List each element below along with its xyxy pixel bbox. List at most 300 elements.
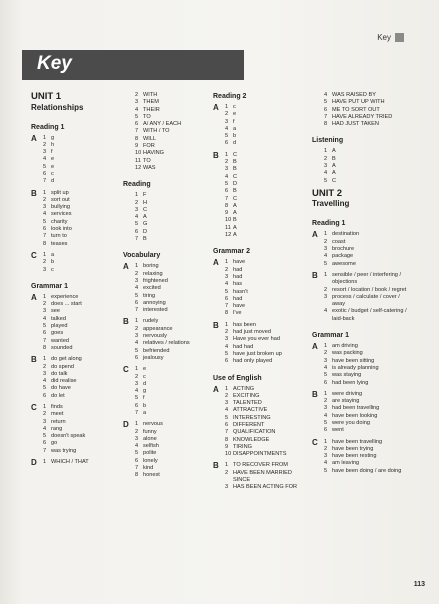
- answer-number: 10: [135, 150, 142, 157]
- answer-number: 2: [135, 92, 139, 98]
- answer-item: [324, 391, 412, 398]
- answer-item: [43, 301, 121, 308]
- answer-number: 2: [43, 411, 47, 418]
- answer-number: 1: [43, 356, 47, 363]
- answer-text: return: [51, 418, 66, 425]
- answer-number: 4: [324, 170, 328, 177]
- answer-text: had: [233, 295, 243, 302]
- exercise-letter: A: [213, 384, 219, 394]
- answer-text: a: [51, 251, 55, 258]
- answer-number: 5: [135, 221, 139, 228]
- answer-item: [43, 411, 121, 418]
- key-tab-square-icon: [395, 33, 404, 42]
- answer-number: 5: [324, 260, 328, 267]
- answer-text: WAS RAISED BY: [332, 92, 376, 98]
- answer-number: 8: [135, 135, 139, 142]
- answer-item: [225, 386, 305, 393]
- answer-number: 4: [225, 281, 229, 288]
- answer-item: [135, 214, 208, 221]
- answer-text: brochure: [332, 246, 355, 253]
- answer-item: [324, 148, 412, 155]
- answer-text: have been doing / are doing: [332, 467, 402, 474]
- exercise-letter: B: [213, 150, 219, 160]
- answer-text: d: [233, 140, 237, 147]
- answer-number: 8: [225, 436, 229, 443]
- answer-text: had been travelling: [332, 405, 380, 412]
- answer-number: 2: [43, 301, 47, 308]
- answer-number: 1: [225, 385, 229, 392]
- answer-number: 2: [225, 266, 229, 273]
- section-heading: Use of English: [213, 374, 262, 382]
- answer-number: 1: [324, 343, 328, 350]
- answer-number: 1: [324, 148, 328, 155]
- answer-item: [135, 263, 208, 270]
- exercise-block: [213, 322, 305, 366]
- answer-number: 2: [135, 428, 139, 435]
- answer-number: 6: [225, 188, 229, 195]
- answer-item: [135, 307, 208, 314]
- answer-text: e: [233, 111, 237, 118]
- answer-text: c: [143, 373, 146, 380]
- answer-item: [43, 459, 121, 466]
- exercise-letter: C: [31, 403, 37, 412]
- answer-number: 7: [324, 113, 328, 120]
- answer-number: 4: [324, 460, 328, 467]
- answer-text: A/ ANY / EACH: [143, 121, 182, 128]
- answer-item: [43, 440, 121, 447]
- answer-text: sensible / peer / interfering / objections: [332, 271, 402, 286]
- exercise-block: [31, 294, 121, 352]
- answer-item: [135, 443, 208, 450]
- answer-number: 6: [43, 170, 47, 177]
- answer-number: 6: [135, 121, 139, 128]
- answer-text: meet: [51, 411, 64, 418]
- answer-item: [225, 437, 305, 444]
- answer-number: 2: [135, 325, 139, 332]
- answer-item: [135, 200, 208, 207]
- answer-number: 4: [324, 364, 328, 371]
- answer-item: [324, 239, 412, 246]
- answer-item: [135, 293, 208, 300]
- answer-number: 5: [324, 467, 328, 474]
- answer-text: TALENTED: [233, 400, 262, 407]
- answer-item: [43, 294, 121, 301]
- answer-text: a: [233, 125, 237, 132]
- answer-text: WITH / TO: [143, 128, 170, 135]
- answer-number: 1: [324, 438, 328, 445]
- exercise-letter: A: [213, 258, 219, 268]
- answer-text: have been trying: [332, 445, 374, 452]
- answer-item: [324, 156, 412, 163]
- answer-number: 1: [135, 192, 139, 199]
- answer-item: [324, 92, 412, 99]
- answer-number: 5: [135, 450, 139, 457]
- answer-item: [135, 318, 208, 325]
- answer-text: relatives / relations: [143, 340, 190, 347]
- answer-text: hasn't: [233, 288, 248, 295]
- answer-item: [324, 343, 412, 350]
- exercise-letter: D: [123, 420, 129, 430]
- answer-number: 3: [324, 405, 328, 412]
- exercise-block: [213, 104, 305, 148]
- answer-number: 7: [43, 447, 47, 454]
- answer-number: 6: [225, 295, 229, 302]
- answer-number: 5: [324, 420, 328, 426]
- answer-number: 3: [43, 370, 47, 377]
- answer-text: sounded: [51, 344, 73, 351]
- answer-item: [43, 323, 121, 330]
- exercise-block: [31, 190, 121, 248]
- answer-number: 4: [135, 106, 139, 113]
- answer-number: 6: [135, 228, 139, 235]
- answer-text: had been lying: [332, 379, 369, 386]
- answer-text: process / calculate / cover / away: [332, 293, 400, 308]
- answer-number: 8: [324, 121, 328, 128]
- answer-item: [135, 472, 208, 479]
- answer-item: [225, 329, 305, 336]
- exercise-letter: A: [123, 262, 129, 272]
- answer-text: A: [332, 170, 336, 177]
- answer-text: b: [51, 259, 55, 266]
- answer-number: 9: [135, 143, 139, 150]
- exercise-letter: B: [31, 188, 37, 198]
- answer-text: e: [51, 156, 55, 163]
- answer-number: 8: [225, 310, 229, 317]
- exercise-letter: A: [312, 230, 318, 240]
- section-heading: Reading: [123, 181, 151, 189]
- answer-text: kind: [143, 465, 154, 472]
- answer-column-2: [123, 92, 208, 484]
- exercise-letter: C: [31, 250, 37, 260]
- answer-number: 6: [225, 358, 229, 365]
- answer-text: coast: [332, 238, 346, 245]
- answer-number: 6: [225, 421, 229, 428]
- exercise-block: [31, 404, 121, 455]
- exercise-block: [213, 259, 305, 317]
- answer-text: b: [233, 133, 237, 140]
- unit-title: UNIT 1: [31, 91, 62, 102]
- answer-item: [135, 348, 208, 355]
- answer-item: [225, 470, 305, 485]
- exercise-block: [31, 356, 121, 400]
- answer-item: [225, 104, 305, 111]
- answer-text: appearance: [143, 325, 173, 332]
- answer-item: [135, 436, 208, 443]
- answer-text: INTERESTING: [233, 414, 271, 421]
- answer-text: d: [143, 380, 147, 387]
- answer-item: [135, 114, 208, 121]
- answer-number: 2: [43, 363, 47, 370]
- answer-item: [135, 300, 208, 307]
- answer-number: 4: [225, 343, 229, 350]
- answer-text: C: [233, 195, 238, 202]
- answer-item: [225, 296, 305, 303]
- answer-number: 3: [135, 277, 139, 284]
- answer-item: [225, 119, 305, 126]
- answer-item: [135, 395, 208, 402]
- answer-item: [43, 330, 121, 337]
- answer-item: [324, 398, 412, 405]
- answer-text: A: [233, 202, 237, 209]
- answer-item: [135, 165, 208, 172]
- answer-number: 9: [225, 210, 229, 217]
- answer-number: 11: [135, 157, 141, 164]
- answer-text: f: [233, 118, 235, 125]
- answer-number: 4: [135, 340, 139, 347]
- answer-text: charity: [51, 218, 68, 225]
- answer-number: 6: [43, 330, 47, 337]
- exercise-letter: A: [31, 292, 37, 302]
- answer-item: [324, 358, 412, 365]
- answer-number: 3: [324, 357, 328, 364]
- answer-text: talked: [51, 315, 66, 322]
- answer-item: [225, 210, 305, 217]
- answer-item: [225, 289, 305, 296]
- answer-number: 4: [324, 412, 328, 419]
- answer-item: [43, 338, 121, 345]
- answer-item: [135, 410, 208, 417]
- answer-number: 4: [43, 378, 47, 385]
- answer-item: [324, 253, 412, 260]
- page-number: 113: [413, 581, 425, 588]
- answer-text: DIFFERENT: [233, 421, 265, 428]
- exercise-block: [312, 343, 412, 387]
- answer-item: [135, 340, 208, 347]
- answer-item: [225, 225, 305, 232]
- answer-text: QUALIFICATION: [233, 429, 276, 436]
- answer-item: [225, 159, 305, 166]
- answer-item: [324, 294, 412, 309]
- answer-text: EXCITING: [233, 392, 260, 399]
- answer-text: do talk: [51, 370, 68, 377]
- answer-number: 2: [135, 199, 139, 206]
- answer-text: do have: [51, 385, 71, 392]
- answer-text: boring: [143, 263, 159, 270]
- answer-number: 2: [324, 398, 328, 405]
- answer-item: [43, 356, 121, 363]
- answer-item: [324, 287, 412, 294]
- answer-item: [43, 241, 121, 248]
- answer-item: [135, 381, 208, 388]
- answer-item: [43, 259, 121, 266]
- answer-text: A: [233, 210, 237, 217]
- answer-text: goes: [51, 330, 64, 337]
- answer-column-3: [213, 92, 305, 496]
- answer-item: [43, 233, 121, 240]
- answer-item: [43, 267, 121, 274]
- answer-text: C: [332, 177, 337, 184]
- answer-item: [324, 405, 412, 412]
- answer-number: 5: [135, 347, 139, 354]
- answer-text: were you doing: [332, 420, 370, 426]
- answer-number: 4: [43, 211, 47, 218]
- answer-item: [225, 310, 305, 317]
- answer-text: was staying: [332, 372, 362, 379]
- answer-number: 2: [324, 238, 328, 245]
- answer-number: 2: [225, 329, 229, 336]
- answer-item: [43, 211, 121, 218]
- answer-item: [324, 99, 412, 106]
- answer-number: 4: [225, 407, 229, 414]
- answer-number: 2: [225, 469, 229, 476]
- answer-item: [43, 378, 121, 385]
- exercise-block: [312, 272, 412, 323]
- answer-item: [135, 403, 208, 410]
- answer-number: 4: [43, 425, 47, 432]
- answer-text: B: [233, 217, 237, 224]
- answer-item: [225, 484, 305, 491]
- answer-number: 10: [225, 451, 232, 458]
- answer-item: [43, 190, 121, 197]
- answer-text: HAVING: [143, 150, 165, 157]
- answer-item: [324, 261, 412, 268]
- exercise-block: [312, 148, 412, 184]
- answer-number: 4: [225, 173, 229, 180]
- answer-text: HAVE ALREADY TRIED: [332, 113, 393, 120]
- answer-item: [135, 333, 208, 340]
- answer-number: 1: [43, 404, 47, 410]
- answer-number: 3: [324, 163, 328, 170]
- answer-number: 1: [43, 251, 47, 258]
- answer-item: [324, 246, 412, 253]
- answer-text: WILL: [143, 135, 157, 142]
- answer-item: [135, 285, 208, 292]
- answer-item: [324, 114, 412, 121]
- answer-item: [324, 365, 412, 372]
- answer-number: 5: [225, 288, 229, 295]
- answer-text: f: [143, 395, 145, 402]
- answer-number: 1: [225, 259, 229, 266]
- answer-text: A: [332, 148, 336, 155]
- answer-item: [324, 107, 412, 114]
- answer-text: does ... start: [51, 301, 82, 308]
- answer-item: [43, 385, 121, 392]
- answer-item: [324, 231, 412, 238]
- answer-number: 6: [135, 354, 139, 361]
- answer-item: [324, 170, 412, 177]
- answer-item: [135, 107, 208, 114]
- answer-number: 3: [225, 484, 229, 491]
- answer-number: 7: [43, 178, 47, 185]
- answer-text: WITH: [143, 92, 158, 98]
- answer-item: [135, 421, 208, 428]
- answer-text: WAS: [143, 164, 156, 171]
- answer-number: 2: [324, 286, 328, 293]
- answer-text: nervously: [143, 333, 167, 340]
- answer-item: [135, 143, 208, 150]
- answer-number: 2: [135, 373, 139, 380]
- answer-item: [43, 426, 121, 433]
- answer-item: [225, 407, 305, 414]
- answer-item: [135, 429, 208, 436]
- answer-text: are staying: [332, 398, 360, 405]
- exercise-letter: B: [312, 270, 318, 280]
- answer-text: split up: [51, 189, 69, 196]
- answer-item: [225, 259, 305, 266]
- answer-text: had had: [233, 343, 254, 350]
- answer-text: lonely: [143, 457, 158, 464]
- answer-item: [43, 219, 121, 226]
- answer-item: [225, 217, 305, 224]
- answer-item: [225, 133, 305, 140]
- answer-item: [135, 465, 208, 472]
- answer-item: [43, 171, 121, 178]
- answer-text: HAD JUST TAKEN: [332, 121, 379, 128]
- exercise-letter: B: [213, 320, 219, 330]
- answer-text: g: [143, 388, 147, 395]
- answer-text: a: [143, 409, 147, 416]
- answer-column-1: [31, 92, 121, 470]
- answer-number: 7: [135, 465, 139, 472]
- answer-item: [43, 142, 121, 149]
- answer-number: 5: [225, 414, 229, 421]
- answer-number: 5: [225, 350, 229, 357]
- answer-number: 11: [225, 224, 231, 231]
- answer-number: 3: [324, 453, 328, 460]
- answer-text: am leaving: [332, 460, 360, 467]
- answer-item: [225, 400, 305, 407]
- answer-item: [225, 336, 305, 343]
- answer-text: have been resting: [332, 453, 377, 460]
- answer-text: annoying: [143, 299, 166, 306]
- answer-text: have just broken up: [233, 350, 282, 357]
- answer-item: [43, 371, 121, 378]
- answer-number: 2: [324, 350, 328, 357]
- answer-item: [43, 135, 121, 142]
- answer-item: [135, 136, 208, 143]
- answer-number: 4: [135, 214, 139, 221]
- unit-subtitle: Relationships: [31, 102, 84, 112]
- exercise-letter: A: [213, 103, 219, 112]
- answer-text: see: [51, 308, 61, 315]
- section-heading: Grammar 1: [312, 332, 349, 340]
- answer-number: 3: [135, 99, 139, 106]
- answer-number: 7: [135, 128, 139, 135]
- answer-number: 12: [225, 232, 232, 239]
- answer-number: 4: [225, 125, 229, 132]
- answer-text: ATTRACTIVE: [233, 407, 268, 414]
- answer-number: 3: [43, 149, 47, 156]
- answer-number: 2: [225, 159, 229, 166]
- answer-number: 2: [225, 392, 229, 399]
- exercise-block: [123, 421, 208, 479]
- answer-item: [324, 460, 412, 467]
- answer-item: [43, 156, 121, 163]
- exercise-block: [31, 135, 121, 186]
- answer-text: services: [51, 211, 72, 218]
- answer-text: C: [143, 206, 148, 213]
- answer-number: 4: [43, 315, 47, 322]
- answer-number: 4: [43, 156, 47, 163]
- section-heading: Grammar 1: [31, 282, 68, 290]
- exercise-letter: A: [31, 133, 37, 143]
- answer-number: 1: [135, 318, 139, 325]
- answer-number: 3: [225, 400, 229, 407]
- answer-item: [324, 420, 412, 427]
- exercise-letter: C: [123, 365, 129, 375]
- answer-text: TO RECOVER FROM: [233, 462, 288, 469]
- answer-item: [135, 458, 208, 465]
- answer-number: 7: [225, 195, 229, 202]
- answer-number: 3: [225, 118, 229, 125]
- answer-text: have been looking: [332, 412, 378, 419]
- answer-item: [225, 344, 305, 351]
- answer-text: B: [233, 166, 237, 173]
- answer-number: 4: [324, 253, 328, 260]
- exercise-letter: C: [312, 437, 318, 447]
- answer-number: 3: [135, 380, 139, 387]
- answer-text: is already planning: [332, 364, 379, 371]
